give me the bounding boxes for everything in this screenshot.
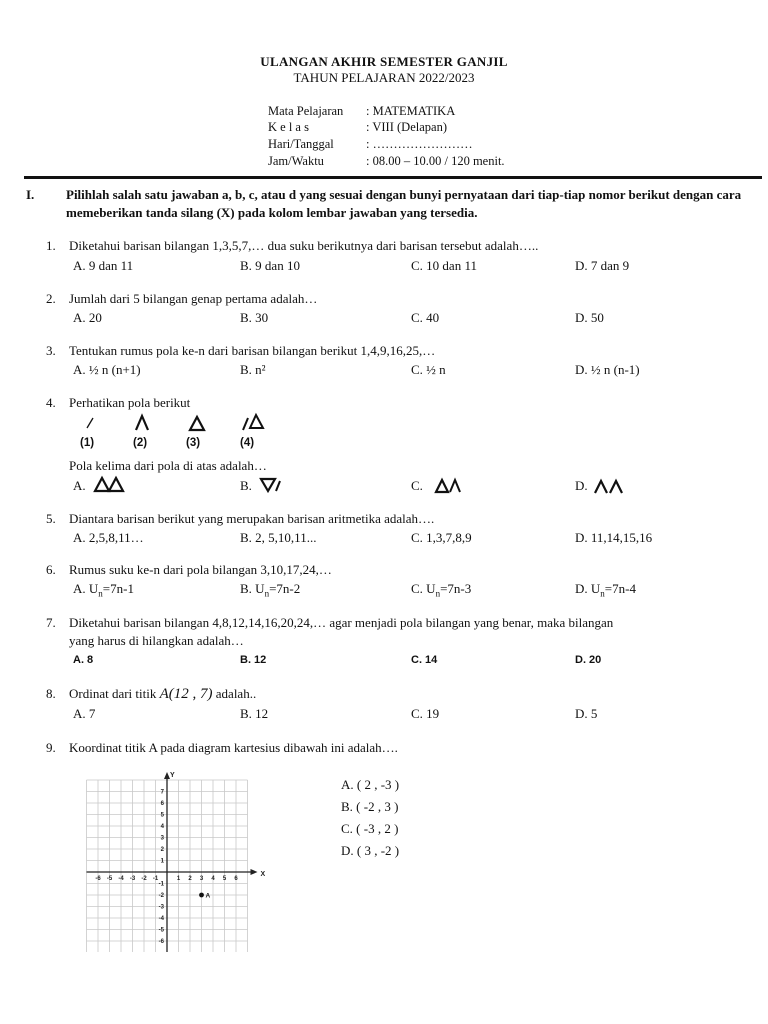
option-prefix: B. U: [240, 581, 265, 596]
y-tick-label: 5: [160, 812, 164, 819]
x-tick-label: 4: [211, 876, 215, 882]
option-b[interactable]: B. 12: [240, 654, 267, 666]
y-tick-label: 3: [160, 835, 164, 842]
option-a[interactable]: A. 9 dan 11: [73, 258, 134, 273]
option-d[interactable]: D. ( 3 , -2 ): [341, 843, 400, 858]
option-c[interactable]: C.: [411, 478, 423, 493]
cartesian-diagram: [60, 762, 305, 952]
option-b-figure: [258, 474, 284, 494]
x-tick-label: -6: [95, 876, 101, 882]
x-tick-label: -5: [106, 876, 113, 882]
pattern-label: (1): [80, 437, 95, 449]
academic-year: TAHUN PELAJARAN 2022/2023: [293, 70, 475, 85]
pattern-1-figure: [87, 418, 93, 428]
option-c[interactable]: C. 14: [411, 654, 438, 666]
option-c[interactable]: C. ½ n: [411, 362, 446, 377]
y-tick-label: 1: [160, 858, 164, 865]
option-b[interactable]: B. 9 dan 10: [240, 258, 300, 273]
option-rest: =7n-2: [269, 581, 301, 596]
point-label: A: [205, 892, 211, 900]
option-d[interactable]: D. ½ n (n-1): [575, 362, 640, 377]
pattern-label: (2): [133, 437, 148, 449]
x-tick-label: -4: [118, 876, 124, 882]
y-axis-label: Y: [170, 772, 175, 779]
option-rest: =7n-1: [102, 581, 134, 596]
question-text: Diantara barisan berikut yang merupakan barisan aritmetika adalah….: [69, 511, 435, 526]
x-tick-label: -3: [129, 876, 136, 882]
meta-value: : VIII (Delapan): [366, 120, 447, 134]
option-a[interactable]: A. ( 2 , -3 ): [341, 777, 400, 792]
x-tick-label: 6: [234, 876, 238, 882]
option-d[interactable]: D. 50: [575, 310, 604, 325]
section-number: I.: [26, 187, 35, 202]
option-d[interactable]: D. 5: [575, 706, 598, 721]
option-a[interactable]: A. 7: [73, 706, 96, 721]
question-number: 1.: [46, 238, 56, 253]
y-tick-label: 4: [160, 824, 164, 830]
question-text: Diketahui barisan bilangan 1,3,5,7,… dua suku berikutnya dari barisan tersebut adalah…..: [69, 238, 539, 253]
question-text: Tentukan rumus pola ke-n dari barisan bilangan berikut 1,4,9,16,25,…: [69, 343, 436, 358]
exam-title: ULANGAN AKHIR SEMESTER GANJIL: [260, 54, 508, 69]
section-instruction: Pilihlah salah satu jawaban a, b, c, atau d yang sesuai dengan bunyi pernyataan dari tiap-tiap nomor berikut dengan cara memeberikan tanda silang (X) pada kolom lembar jawaban yang tersedia.: [66, 187, 742, 220]
question-text: Rumus suku ke-n dari pola bilangan 3,10,17,24,…: [69, 562, 332, 577]
option-b[interactable]: B. n²: [240, 362, 266, 377]
option-a[interactable]: [73, 581, 134, 599]
option-a[interactable]: A. 8: [73, 654, 94, 666]
pattern-label: (3): [186, 437, 201, 449]
x-axis-arrow: [251, 869, 258, 875]
y-tick-label: -1: [158, 881, 164, 888]
option-c[interactable]: C. 19: [411, 706, 440, 721]
option-d[interactable]: D. 20: [575, 654, 602, 666]
pattern-2-figure: [136, 416, 148, 430]
question-text: [69, 686, 256, 703]
option-a[interactable]: A. 20: [73, 310, 102, 325]
option-d-figure: [593, 476, 625, 496]
y-tick-label: -6: [158, 939, 164, 945]
y-tick-label: -4: [158, 916, 164, 922]
option-d[interactable]: [575, 581, 636, 599]
option-c[interactable]: C. 40: [411, 310, 440, 325]
meta-value: : 08.00 – 10.00 / 120 menit.: [366, 154, 505, 168]
question-number: 4.: [46, 395, 56, 410]
option-subscript: n: [435, 588, 441, 599]
pattern-label: (4): [240, 437, 255, 449]
question-number: 5.: [46, 511, 56, 526]
x-tick-label: -2: [141, 876, 147, 882]
option-c-figure: [433, 475, 463, 495]
option-d[interactable]: D.: [575, 478, 588, 493]
pattern-figures: [80, 412, 280, 434]
option-c[interactable]: C. 10 dan 11: [411, 258, 477, 273]
option-c[interactable]: C. ( -3 , 2 ): [341, 821, 399, 836]
option-b[interactable]: B. 30: [240, 310, 269, 325]
question-text: Jumlah dari 5 bilangan genap pertama adalah…: [69, 291, 318, 306]
option-subscript: n: [98, 588, 103, 599]
option-a[interactable]: A. ½ n (n+1): [73, 362, 141, 377]
x-axis-label: X: [260, 871, 266, 878]
question-text-post: adalah..: [215, 686, 257, 701]
x-tick-label: 2: [188, 876, 192, 882]
meta-label: Hari/Tanggal: [268, 137, 334, 151]
y-tick-label: 7: [160, 789, 164, 796]
question-text: Koordinat titik A pada diagram kartesius dibawah ini adalah….: [69, 740, 398, 755]
question-subtext: Pola kelima dari pola di atas adalah…: [69, 458, 267, 473]
y-tick-label: -2: [158, 893, 164, 899]
option-b[interactable]: [240, 581, 300, 599]
option-a-figure: [93, 474, 127, 494]
question-text-pre: Ordinat dari titik: [69, 686, 157, 701]
option-prefix: D. U: [575, 581, 601, 596]
option-a[interactable]: A.: [73, 478, 86, 493]
question-number: 2.: [46, 291, 56, 306]
meta-label: Mata Pelajaran: [268, 104, 344, 118]
pattern-3-figure: [190, 417, 204, 430]
meta-value: : MATEMATIKA: [366, 104, 456, 118]
meta-value: : ……………………: [366, 137, 473, 151]
option-a[interactable]: A. 2,5,8,11…: [73, 530, 144, 545]
option-prefix: A. U: [73, 581, 99, 596]
option-c[interactable]: C. 1,3,7,8,9: [411, 530, 472, 545]
meta-label: K e l a s: [268, 120, 309, 134]
x-tick-label: -1: [152, 876, 159, 882]
divider: [24, 176, 762, 179]
y-tick-label: -3: [158, 904, 164, 911]
option-b[interactable]: B. 12: [240, 706, 269, 721]
question-number: 6.: [46, 562, 56, 577]
option-prefix: C. U: [411, 581, 436, 596]
point-a: [199, 893, 204, 898]
question-text: Diketahui barisan bilangan 4,8,12,14,16,20,24,… agar menjadi pola bilangan yang benar, maka bilangan: [69, 615, 614, 630]
y-tick-label: 6: [160, 801, 164, 807]
pattern-4-figure: [243, 415, 263, 430]
option-d[interactable]: D. 7 dan 9: [575, 258, 630, 273]
y-tick-label: 2: [160, 847, 164, 853]
option-rest: =7n-4: [604, 581, 636, 596]
question-text-line2: yang harus di hilangkan adalah…: [69, 633, 244, 648]
option-subscript: n: [264, 588, 270, 599]
y-tick-label: -5: [158, 927, 164, 934]
option-rest: =7n-3: [440, 581, 472, 596]
x-tick-label: 1: [176, 876, 181, 882]
x-tick-label: 3: [199, 876, 204, 882]
option-c[interactable]: [411, 581, 471, 599]
question-number: 3.: [46, 343, 56, 358]
question-text: Perhatikan pola berikut: [69, 395, 191, 410]
point-expression: A(12 , 7): [159, 686, 213, 702]
option-b[interactable]: B.: [240, 478, 252, 493]
option-b[interactable]: B. ( -2 , 3 ): [341, 799, 399, 814]
question-number: 7.: [46, 615, 56, 630]
question-number: 8.: [46, 686, 56, 701]
question-number: 9.: [46, 740, 56, 755]
option-d[interactable]: D. 11,14,15,16: [575, 530, 653, 545]
option-b[interactable]: B. 2, 5,10,11...: [240, 530, 317, 545]
option-subscript: n: [600, 588, 605, 599]
x-tick-label: 5: [222, 876, 227, 882]
meta-label: Jam/Waktu: [268, 154, 324, 168]
